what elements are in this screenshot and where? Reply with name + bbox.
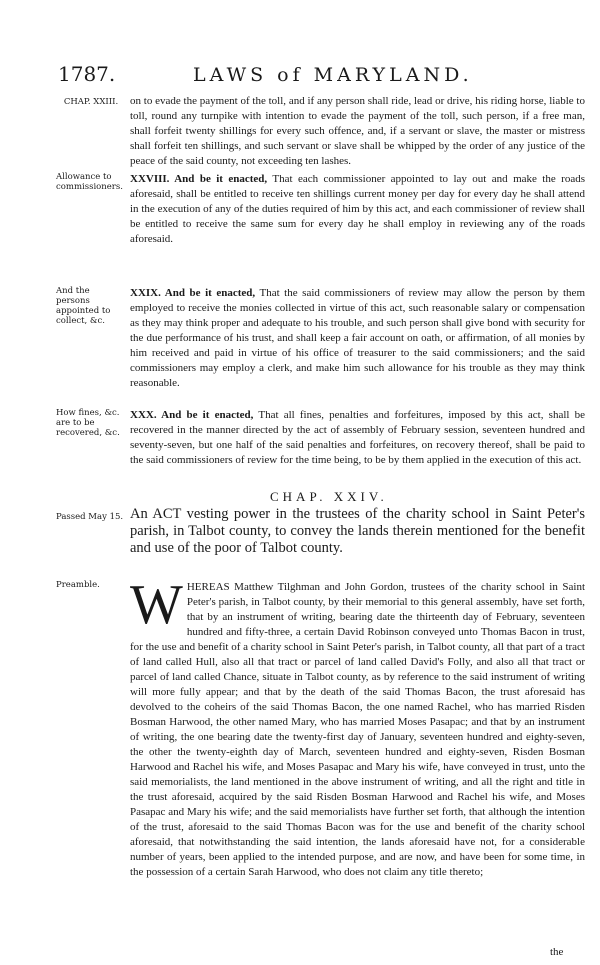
preamble-text: HEREAS Matthew Tilghman and John Gordon, trustees of the charity school in Saint Peter's parish, in Talbot county, by their memorial to this general assembly, have set forth, that by an instrument of writing, bearing date the thirteenth day of February, seventeen hundred and fifty-three, a certain David Robinson conveyed unto Thomas Bacon in trust, for the use and benefit of a charity school in Saint Peter's parish, in Talbot county, all that part of a tract of land called Hull, also all that tract or parcel of land called David's Folly, and also all that tract or parcel of land called Chance, situate in Talbot county, as by reference to the said instrument of writing will more fully appear; and that by the death of the said Thomas Bacon, the trust aforesaid has devolved to the coheirs of the said Thomas Bacon, the one named Rachel, who has married Risden Bosman Harwood, the other named Mary, who has married Moses Pasapac; and that by an instrument of writing, the one bearing date the twenty-first day of January, seventeen hundred and eighty-seven, the other the twenty-eighth day of March, seventeen hundred and eighty-seven, Risden Bosman Harwood and Rachel his wife, and Moses Pasapac and Mary his wife, have conveyed in trust, unto the said memorialists, the land mentioned in the above instrument of writing, and all the right and title in the trust aforesaid, acquired by the said Risden Bosman Harwood and Rachel his wife, and Moses Pasapac and Mary his wife; and the said memorialists have further set forth, that although the intention of the trust, aforesaid to the said Thomas Bacon was for the use and benefit of the charity school aforesaid, that notwithstanding the said intention, the lands aforesaid have not, for a considerable number of years, been applied to the intended purpose, and are now, and have been for some time, in the possession of a certain Sarah Harwood, who does not claim any title thereto; bbox=[130, 581, 585, 878]
preamble-paragraph bbox=[130, 574, 585, 880]
act-title: An ACT vesting power in the trustees of the charity school in Saint Peter's parish, in Talbot county, to convey the lands therein mentioned for the benefit and use of the poor of Talbot county. bbox=[130, 506, 585, 556]
margin-allowance: Allowance to commissioners. bbox=[56, 172, 123, 192]
section-28 bbox=[130, 172, 585, 247]
margin-passed: Passed May 15. bbox=[56, 512, 124, 522]
continuation-paragraph: on to evade the payment of the toll, and if any person shall ride, lead or drive, his riding horse, liable to toll, round any turnpike with intention to evade the payment of the toll, such person, if a free man, shall forfeit twenty shillings for every such offence, and, if a servant or slave, the master or mistress shall forfeit ten shillings, and such servant or slave shall be whipped by the order of any justice of the peace of the said county, not exceeding ten lashes. bbox=[130, 95, 585, 167]
section-30-text: That all fines, penalties and forfeitures, imposed by this act, shall be recovered in the manner directed by the act of assembly of February session, seventeen hundred and seventy-seven, but one half of the said penalties and forfeitures, on recovery thereof, shall be paid to the said commissioners of review for the time being, to be by them applied in the execution of this act. bbox=[130, 409, 585, 466]
section-30-heading: XXX. And be it enacted, bbox=[130, 409, 254, 421]
margin-fines: How fines, &c. are to be recovered, &c. bbox=[56, 408, 120, 438]
section-29 bbox=[130, 286, 585, 391]
catchword: the bbox=[550, 946, 564, 958]
margin-preamble: Preamble. bbox=[56, 580, 100, 590]
section-29-text: That the said commissioners of review may allow the person by them employed to receive the monies collected in virtue of this act, such reasonable salary or compensation as they may think proper and adequate to his trouble, and such person shall give bond with security for the due performance of his trust, and shall keep a fair account on oath, or affirmation, of all monies by him received and paid in virtue of his office of treasurer to the said commissioners; and the said commissioners may employ a clerk, and make him such allowance for his trouble as they may think reasonable. bbox=[130, 287, 585, 389]
page-year: 1787. bbox=[58, 62, 116, 86]
running-title: LAWS of MARYLAND. bbox=[193, 64, 473, 86]
drop-cap: W bbox=[130, 574, 183, 636]
section-29-heading: XXIX. And be it enacted, bbox=[130, 287, 256, 299]
margin-chap-ref: CHAP. XXIII. bbox=[63, 97, 119, 107]
running-header bbox=[55, 62, 575, 90]
section-28-text: That each commissioner appointed to lay out and make the roads aforesaid, shall be entitled to receive ten shillings current money per day for every day he shall attend in the execution of any of the duties required of him by this act, and each commissioner of review shall be entitled to receive the same sum for every day he shall employ in reviewing any of the roads aforesaid. bbox=[130, 173, 585, 245]
section-30 bbox=[130, 408, 585, 468]
chapter-heading: CHAP. XXIV. bbox=[270, 489, 388, 504]
section-28-heading: XXVIII. And be it enacted, bbox=[130, 173, 268, 185]
margin-persons-appointed: And the persons appointed to collect, &c. bbox=[56, 286, 111, 326]
